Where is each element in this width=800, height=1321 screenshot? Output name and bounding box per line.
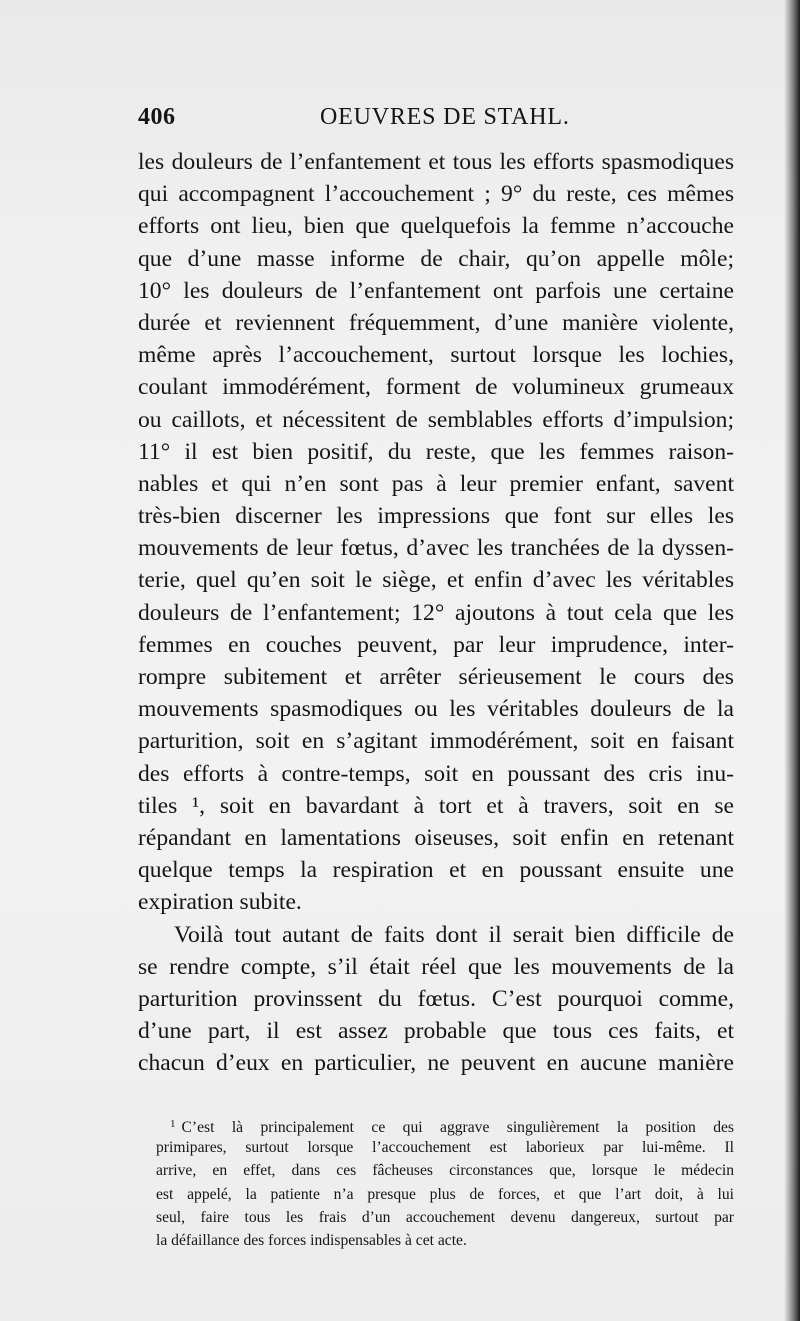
binding-shadow: [784, 0, 800, 1321]
footnote-line-text: C’est là principalement ce qui aggrave singulièrement la position des: [181, 1119, 734, 1136]
text-line: douleurs de l’enfantement; 12° ajoutons à tout cela que les: [138, 599, 734, 626]
text-line: expiration subite.: [138, 889, 302, 916]
text-line: durée et reviennent fréquemment, d’une manière violente,: [138, 309, 734, 336]
text-line: tiles ¹, soit en bavardant à tort et à travers, soit en se: [138, 792, 734, 819]
footnote-line: arrive, en effet, dans ces fâcheuses circonstances que, lorsque le médecin: [156, 1162, 734, 1180]
text-line: parturition, soit en s’agitant immodérément, soit en faisant: [138, 728, 734, 755]
footnote-line: est appelé, la patiente n’a presque plus de forces, et que l’art doit, à lui: [156, 1185, 734, 1203]
footnote-line: seul, faire tous les frais d’un accouchement devenu dangereux, surtout par: [156, 1208, 734, 1226]
text-line: terie, quel qu’en soit le siège, et enfin d’avec les véritables: [138, 567, 734, 594]
text-line: 11° il est bien positif, du reste, que les femmes raison-: [138, 438, 734, 465]
text-line: nables et qui n’en sont pas à leur premier enfant, savent: [138, 470, 734, 497]
text-line: les douleurs de l’enfantement et tous les efforts spasmodiques: [138, 149, 734, 175]
text-line: coulant immodérément, forment de volumineux grumeaux: [138, 374, 734, 401]
text-line: ou caillots, et nécessitent de semblables efforts d’impulsion;: [138, 406, 734, 433]
footnote-line: la défaillance des forces indispensables à cet acte.: [156, 1231, 467, 1249]
text-line: mouvements de leur fœtus, d’avec les tranchées de la dyssen-: [138, 535, 734, 562]
text-line: femmes en couches peuvent, par leur imprudence, inter-: [138, 631, 734, 658]
page-number: 406: [138, 104, 176, 130]
running-header: [138, 104, 734, 138]
text-line: chacun d’eux en particulier, ne peuvent en aucune manière: [138, 1050, 734, 1077]
text-line: qui accompagnent l’accouchement ; 9° du reste, ces mêmes: [138, 181, 734, 208]
running-title: OEUVRES DE STAHL.: [320, 104, 570, 130]
text-line: rompre subitement et arrêter sérieusement le cours des: [138, 664, 734, 690]
body-text: [138, 146, 734, 1079]
footnote: [156, 1113, 734, 1252]
text-line: des efforts à contre-temps, soit en poussant des cris inu-: [138, 760, 734, 787]
text-line: mouvements spasmodiques ou les véritables douleurs de la: [138, 696, 734, 723]
text-line: efforts ont lieu, bien que quelquefois la femme n’accouche: [138, 213, 734, 240]
paragraph-start-line: Voilà tout autant de faits dont il serait bien difficile de: [174, 921, 734, 948]
text-line: que d’une masse informe de chair, qu’on appelle môle;: [138, 245, 734, 272]
text-line: quelque temps la respiration et en poussant ensuite une: [138, 857, 734, 884]
footnote-marker: 1: [170, 1118, 176, 1130]
text-line: 10° les douleurs de l’enfantement ont parfois une certaine: [138, 277, 734, 304]
footnote-line: primipares, surtout lorsque l’accouchement est laborieux par lui-même. Il: [156, 1139, 734, 1157]
footnote-line: [156, 1113, 734, 1136]
text-line: d’une part, il est assez probable que tous ces faits, et: [138, 1018, 734, 1045]
text-line: très-bien discerner les impressions que font sur elles les: [138, 503, 734, 530]
text-line: se rendre compte, s’il était réel que les mouvements de la: [138, 953, 734, 980]
text-line: répandant en lamentations oiseuses, soit enfin en retenant: [138, 824, 734, 851]
text-line: parturition provinssent du fœtus. C’est pourquoi comme,: [138, 985, 734, 1012]
text-line: même après l’accouchement, surtout lorsque les lochies,: [138, 342, 734, 369]
